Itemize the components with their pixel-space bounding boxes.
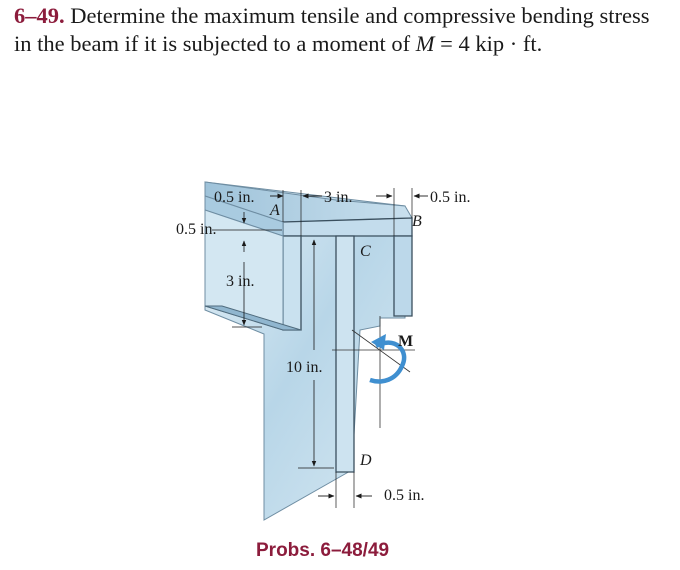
section-right-leg: [394, 236, 412, 316]
point-c-label: C: [360, 243, 371, 260]
point-d-label: D: [360, 452, 372, 469]
problem-number: 6–49.: [14, 3, 65, 28]
moment-label: M: [398, 333, 414, 350]
point-a-label: A: [270, 202, 280, 219]
moment-arrowhead: [371, 334, 386, 350]
dim-label-stem-width: 0.5 in.: [384, 487, 425, 504]
moment-symbol: M: [415, 31, 435, 56]
point-b-label: B: [412, 213, 422, 230]
dim-label-top-right: 0.5 in.: [430, 189, 471, 206]
dim-label-left-flange: 0.5 in.: [176, 221, 217, 238]
figure-caption: Probs. 6–48/49: [256, 540, 390, 561]
dim-label-top-left: 0.5 in.: [214, 189, 255, 206]
section-stem: [336, 236, 354, 472]
section-left-leg: [283, 236, 301, 330]
dim-label-top-mid: 3 in.: [324, 189, 353, 206]
dim-label-leg-height: 3 in.: [226, 273, 255, 290]
problem-text: Determine the maximum tensile and compressive bending stress in the beam if it is subjected to a moment of: [14, 3, 650, 56]
dim-label-total-height: 10 in.: [286, 359, 323, 376]
moment-value: = 4 kip · ft.: [440, 31, 543, 56]
